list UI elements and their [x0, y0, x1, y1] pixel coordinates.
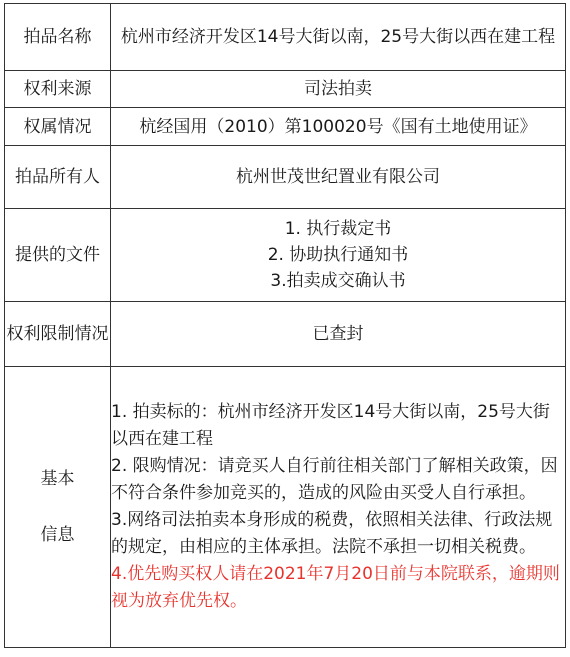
restrictions-label: 权利限制情况: [5, 302, 111, 367]
row-documents: [5, 209, 566, 302]
row-owner: [5, 146, 566, 209]
basic-info-label-line1: 基本: [40, 469, 75, 489]
basic-info-paragraph: 3.网络司法拍卖本身形成的税费，依照相关法律、行政法规的规定，由相应的主体承担。法院不承担一切相关税费。: [111, 510, 553, 557]
row-restrictions: [5, 302, 566, 367]
row-basic-info: [5, 367, 566, 648]
basic-info-priority-notice: 4.优先购买权人请在2021年7月20日前与本院联系，逾期则视为放弃优先权。: [111, 564, 560, 611]
basic-info-label-line2: 信息: [40, 525, 75, 545]
documents-label: 提供的文件: [5, 209, 111, 302]
right-source-label: 权利来源: [5, 71, 111, 108]
restrictions-value: 已查封: [111, 302, 566, 367]
ownership-label: 权属情况: [5, 108, 111, 146]
auction-info-table: [4, 3, 566, 648]
basic-info-value: [111, 367, 566, 648]
owner-value: 杭州世茂世纪置业有限公司: [111, 146, 566, 209]
document-item: 1. 执行裁定书: [284, 219, 392, 239]
basic-info-paragraph: 2. 限购情况：请竞买人自行前往相关部门了解相关政策，因不符合条件参加竞买的，造成的风险由买受人自行承担。: [111, 456, 558, 503]
documents-value: [111, 209, 566, 302]
basic-info-label: [5, 367, 111, 648]
basic-info-paragraph: 1. 拍卖标的：杭州市经济开发区14号大街以南，25号大街以西在建工程: [111, 402, 550, 449]
row-ownership: [5, 108, 566, 146]
document-item: 2. 协助执行通知书: [267, 245, 409, 265]
item-name-value: 杭州市经济开发区14号大街以南，25号大街以西在建工程: [111, 4, 566, 71]
right-source-value: 司法拍卖: [111, 71, 566, 108]
owner-label: 拍品所有人: [5, 146, 111, 209]
row-item-name: [5, 4, 566, 71]
row-right-source: [5, 71, 566, 108]
item-name-label: 拍品名称: [5, 4, 111, 71]
document-item: 3.拍卖成交确认书: [270, 271, 406, 291]
ownership-value: 杭经国用（2010）第100020号《国有土地使用证》: [111, 108, 566, 146]
